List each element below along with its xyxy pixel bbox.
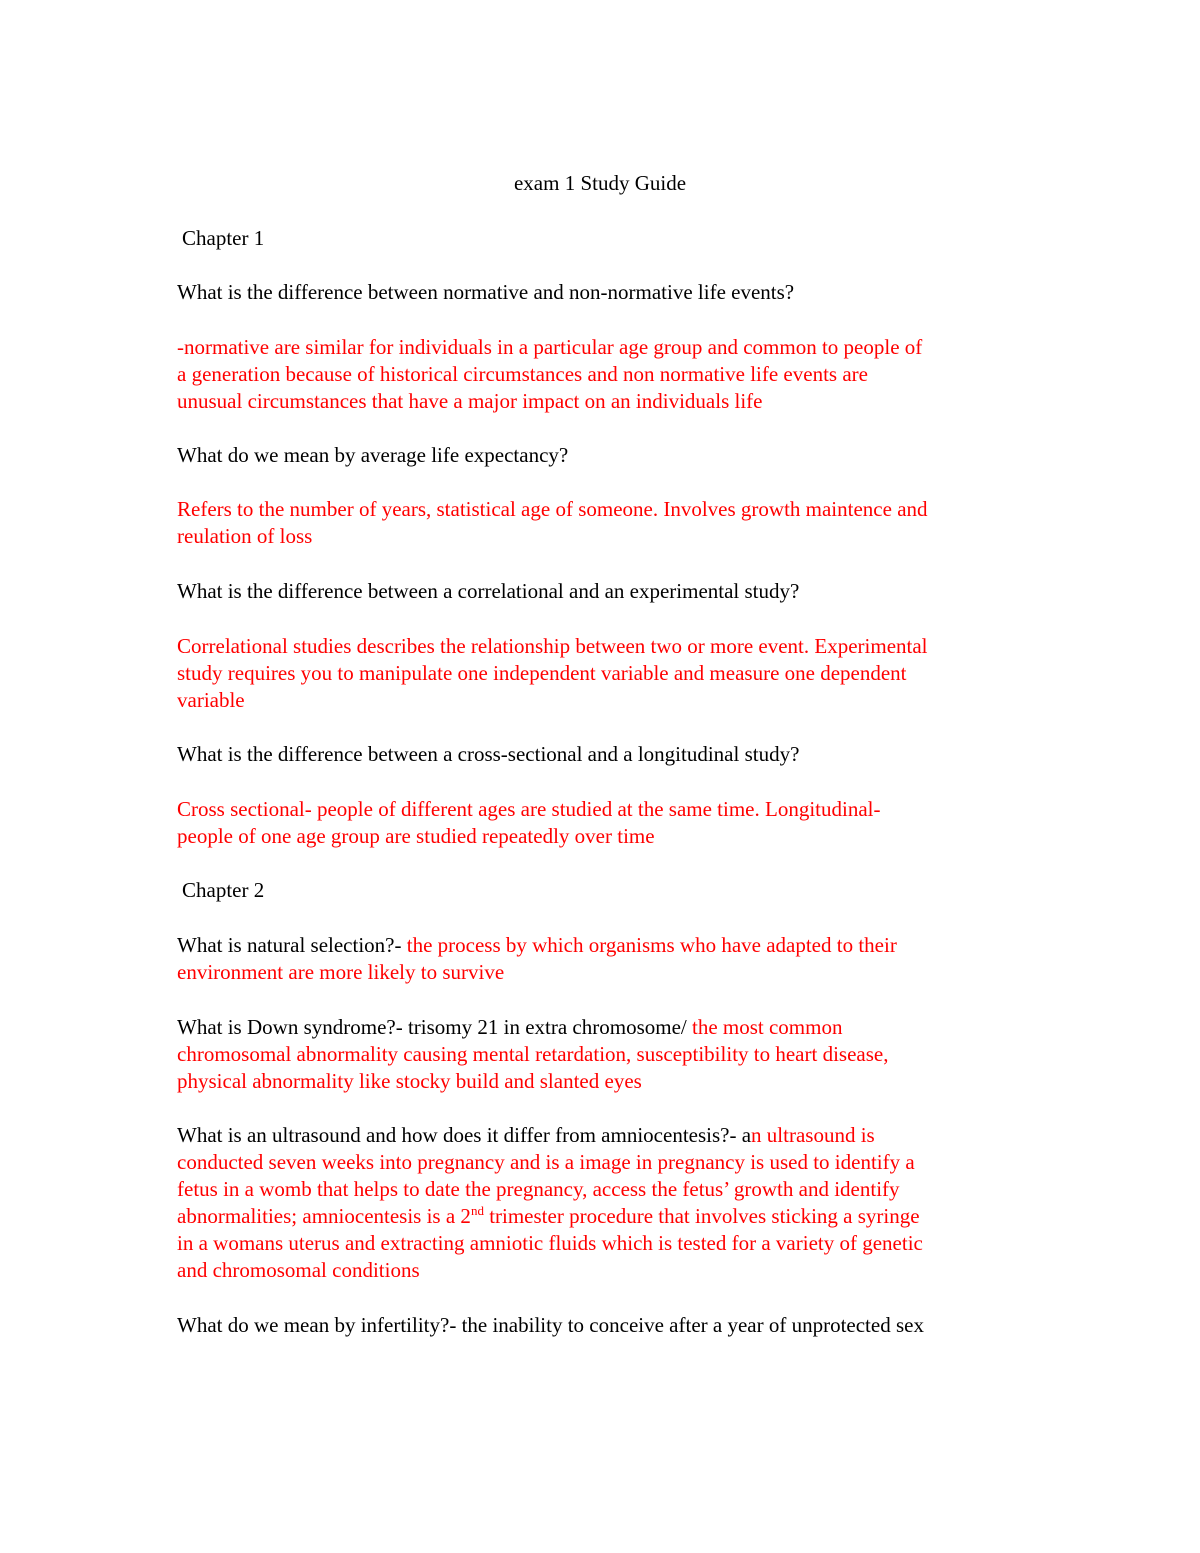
- answer-line: environment are more likely to survive: [177, 960, 505, 984]
- answer-line: Cross sectional- people of different ages are studied at the same time. Longitudinal-: [177, 797, 881, 821]
- answer-line: -normative are similar for individuals in a particular age group and common to people of: [177, 335, 923, 359]
- answer-down-syndrome: the most common: [691, 1015, 843, 1039]
- question-cross-sectional-longitudinal: What is the difference between a cross-sectional and a longitudinal study?: [177, 742, 800, 766]
- question-normative-events: What is the difference between normative and non-normative life events?: [177, 280, 795, 304]
- qa-ultrasound: [177, 1122, 1037, 1284]
- answer-line: variable: [177, 688, 245, 712]
- answer-line: physical abnormality like stocky build and slanted eyes: [177, 1069, 642, 1093]
- question-ultrasound: What is an ultrasound and how does it differ from amniocentesis?- a: [177, 1123, 752, 1147]
- question-down-syndrome: What is Down syndrome?- trisomy 21 in extra chromosome/: [177, 1015, 692, 1039]
- answer-cross-sectional-longitudinal: [177, 796, 1037, 850]
- answer-line: fetus in a womb that helps to date the pregnancy, access the fetus’ growth and identify: [177, 1177, 900, 1201]
- chapter-1-heading: Chapter 1: [182, 226, 265, 250]
- answer-line: people of one age group are studied repeatedly over time: [177, 824, 655, 848]
- answer-text: abnormalities; amniocentesis is a 2: [177, 1204, 471, 1228]
- answer-normative-events: [177, 334, 1037, 415]
- answer-line: conducted seven weeks into pregnancy and is a image in pregnancy is used to identify a: [177, 1150, 915, 1174]
- answer-line: a generation because of historical circumstances and non normative life events are: [177, 362, 868, 386]
- answer-text: trimester procedure that involves sticking a syringe: [483, 1204, 920, 1228]
- answer-line: and chromosomal conditions: [177, 1258, 420, 1282]
- answer-line: study requires you to manipulate one independent variable and measure one dependent: [177, 661, 907, 685]
- answer-natural-selection: the process by which organisms who have adapted to their: [406, 933, 897, 957]
- qa-natural-selection: [177, 932, 1037, 986]
- document-title: exam 1 Study Guide: [513, 171, 687, 195]
- answer-line: reulation of loss: [177, 524, 313, 548]
- answer-line: Correlational studies describes the relationship between two or more event. Experimental: [177, 634, 928, 658]
- answer-line: unusual circumstances that have a major impact on an individuals life: [177, 389, 763, 413]
- answer-correlational-experimental: [177, 633, 1037, 714]
- answer-line: in a womans uterus and extracting amniotic fluids which is tested for a variety of genetic: [177, 1231, 923, 1255]
- answer-line: Refers to the number of years, statistical age of someone. Involves growth maintence and: [177, 497, 928, 521]
- chapter-2-heading: Chapter 2: [182, 878, 265, 902]
- question-infertility: What do we mean by infertility?- the inability to conceive after a year of unprotected sex: [177, 1313, 924, 1337]
- answer-line: [177, 1203, 1037, 1230]
- answer-line: chromosomal abnormality causing mental retardation, susceptibility to heart disease,: [177, 1042, 889, 1066]
- question-life-expectancy: What do we mean by average life expectancy?: [177, 443, 569, 467]
- question-natural-selection: What is natural selection?-: [177, 933, 407, 957]
- answer-life-expectancy: [177, 496, 1037, 550]
- answer-ultrasound: n ultrasound is: [751, 1123, 875, 1147]
- ordinal-superscript: nd: [470, 1203, 484, 1218]
- qa-down-syndrome: [177, 1014, 1037, 1095]
- question-correlational-experimental: What is the difference between a correlational and an experimental study?: [177, 579, 800, 603]
